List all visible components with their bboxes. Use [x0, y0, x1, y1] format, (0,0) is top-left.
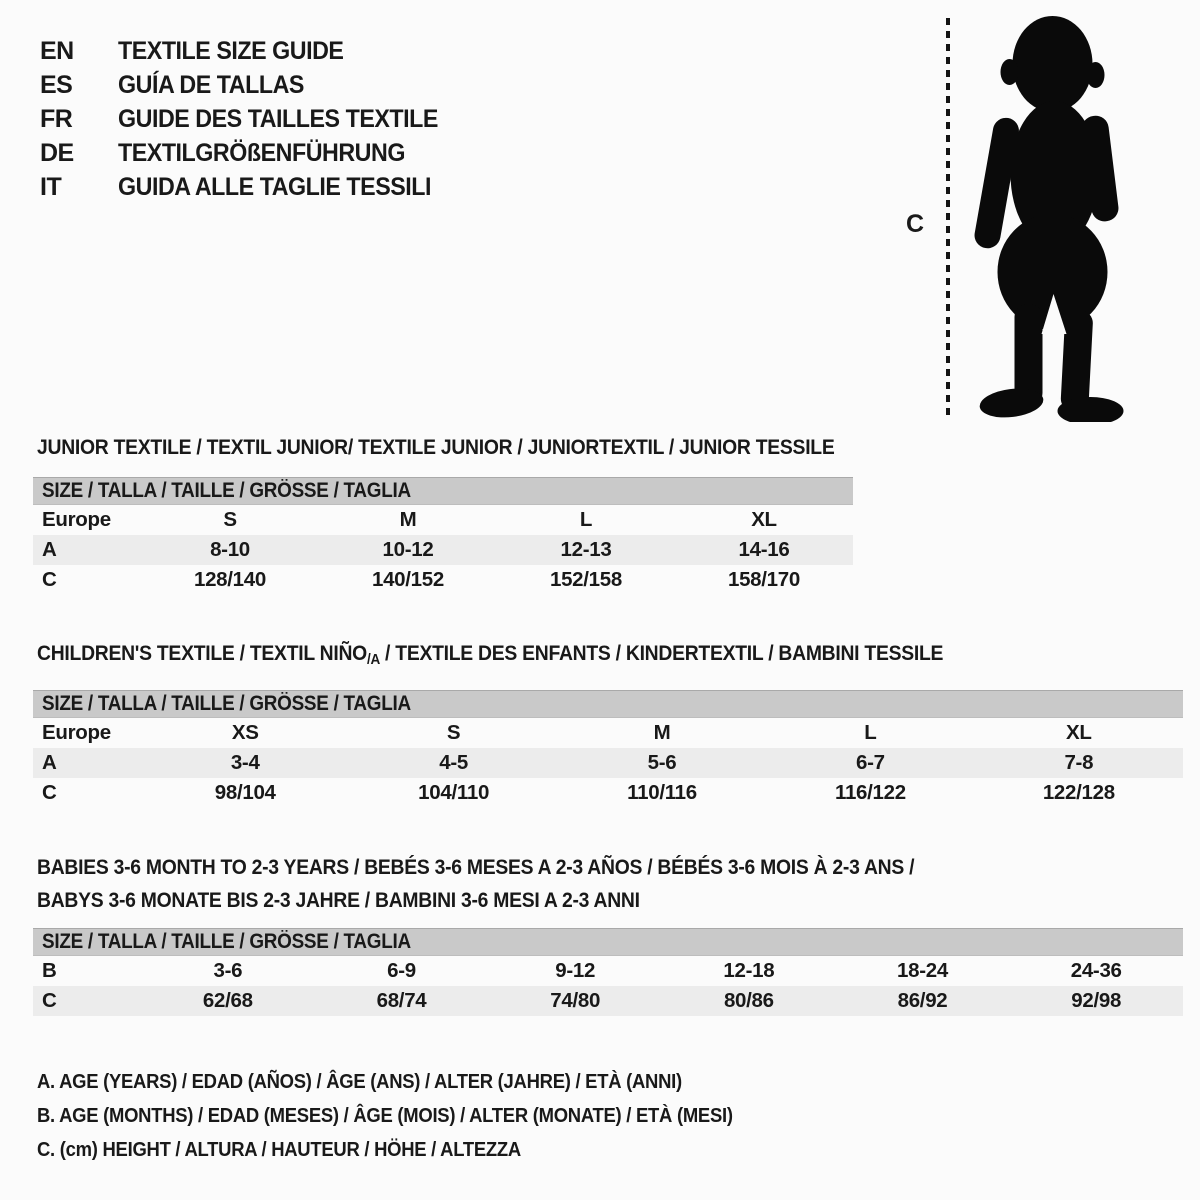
- language-code: IT: [40, 172, 62, 201]
- size-value: XL: [1066, 721, 1092, 744]
- table-row-age-years: [33, 535, 853, 565]
- height-value: 110/116: [627, 781, 697, 804]
- height-value: 140/152: [371, 568, 444, 591]
- children-title-subscript: /A: [366, 651, 380, 668]
- children-section-title: [37, 641, 1044, 666]
- row-label: A: [42, 751, 57, 774]
- age-value: 8-10: [210, 538, 250, 561]
- table-row-europe: [33, 718, 1183, 748]
- height-value: 86/92: [897, 989, 948, 1012]
- babies-size-table: [33, 928, 1183, 1016]
- legend-line-c: [37, 1138, 810, 1172]
- height-dashed-line: [946, 18, 950, 416]
- height-value: 62/68: [202, 989, 253, 1012]
- age-value: 14-16: [738, 538, 790, 561]
- height-measure-label: C: [906, 210, 925, 238]
- age-value: 12-18: [723, 959, 775, 982]
- table-row-age-months: [33, 956, 1183, 986]
- size-value: L: [864, 721, 877, 744]
- age-value: 3-4: [230, 751, 260, 774]
- babies-title-line2: BABYS 3-6 MONATE BIS 2-3 JAHRE / BAMBINI 3-6 MESI A 2-3 ANNI: [37, 888, 640, 912]
- guide-title-fr: GUIDE DES TAILLES TEXTILE: [118, 104, 438, 133]
- size-value: M: [399, 508, 417, 531]
- size-header-bar: [33, 928, 1183, 956]
- size-header-bar: [33, 477, 853, 505]
- row-label: C: [42, 568, 57, 591]
- size-header-bar: [33, 690, 1183, 718]
- age-value: 7-8: [1064, 751, 1094, 774]
- row-label: C: [42, 989, 57, 1012]
- age-value: 10-12: [382, 538, 434, 561]
- age-value: 24-36: [1070, 959, 1122, 982]
- legend-b-text: B. AGE (MONTHS) / EDAD (MESES) / ÂGE (MOIS) / ALTER (MONATE) / ETÀ (MESI): [37, 1104, 733, 1127]
- size-value: M: [653, 721, 671, 744]
- age-value: 12-13: [560, 538, 612, 561]
- table-row-age-years: [33, 748, 1183, 778]
- size-header-text: SIZE / TALLA / TAILLE / GRÖSSE / TAGLIA: [42, 930, 411, 953]
- age-value: 5-6: [647, 751, 677, 774]
- legend-a-text: A. AGE (YEARS) / EDAD (AÑOS) / ÂGE (ANS) / ALTER (JAHRE) / ETÀ (ANNI): [37, 1070, 682, 1093]
- language-code: DE: [40, 138, 74, 167]
- table-row-height-cm: [33, 986, 1183, 1016]
- height-measurement-figure: [898, 12, 1178, 424]
- row-label: C: [42, 781, 57, 804]
- language-row-fr: [40, 102, 462, 136]
- language-code: EN: [40, 36, 74, 65]
- size-value: L: [579, 508, 593, 531]
- babies-title-line1-wrap: [37, 851, 1012, 884]
- height-value: 104/110: [418, 781, 490, 804]
- language-row-es: [40, 68, 462, 102]
- babies-title-line1: BABIES 3-6 MONTH TO 2-3 YEARS / BEBÉS 3-6 MESES A 2-3 AÑOS / BÉBÉS 3-6 MOIS À 2-3 ANS /: [37, 855, 915, 879]
- height-value: 158/170: [727, 568, 800, 591]
- children-size-table: [33, 690, 1183, 808]
- row-label: A: [42, 538, 57, 561]
- age-value: 4-5: [439, 751, 468, 774]
- age-value: 9-12: [555, 959, 596, 982]
- language-row-de: [40, 136, 462, 170]
- size-header-text: SIZE / TALLA / TAILLE / GRÖSSE / TAGLIA: [42, 692, 411, 715]
- legend-line-b: [37, 1104, 810, 1138]
- size-value: XS: [231, 721, 259, 744]
- table-row-height-cm: [33, 778, 1183, 808]
- legend-c-text: C. (cm) HEIGHT / ALTURA / HAUTEUR / HÖHE / ALTEZZA: [37, 1138, 521, 1161]
- junior-section-title-text: JUNIOR TEXTILE / TEXTIL JUNIOR/ TEXTILE JUNIOR / JUNIORTEXTIL / JUNIOR TESSILE: [37, 435, 835, 459]
- row-label: B: [42, 959, 57, 982]
- language-title-list: [40, 34, 462, 204]
- language-code: ES: [40, 70, 73, 99]
- junior-section-title: [37, 435, 923, 460]
- babies-section-title: [37, 851, 1012, 917]
- guide-title-it: GUIDA ALLE TAGLIE TESSILI: [118, 172, 432, 201]
- height-value: 152/158: [549, 568, 622, 591]
- guide-title-en: TEXTILE SIZE GUIDE: [118, 36, 344, 65]
- height-value: 80/86: [723, 989, 774, 1012]
- size-value: XL: [751, 508, 777, 531]
- height-value: 128/140: [193, 568, 266, 591]
- size-value: S: [223, 508, 237, 531]
- age-value: 6-9: [387, 959, 416, 982]
- children-title-prefix: CHILDREN'S TEXTILE / TEXTIL NIÑO: [37, 641, 367, 665]
- children-title-suffix: / TEXTILE DES ENFANTS / KINDERTEXTIL / BAMBINI TESSILE: [379, 641, 944, 665]
- row-label: Europe: [42, 508, 111, 531]
- age-value: 3-6: [213, 959, 243, 982]
- language-row-en: [40, 34, 462, 68]
- height-value: 74/80: [550, 989, 601, 1012]
- height-value: 116/122: [834, 781, 906, 804]
- children-section-title-text: [37, 641, 943, 666]
- guide-title-es: GUÍA DE TALLAS: [118, 70, 304, 99]
- size-value: S: [446, 721, 461, 744]
- height-value: 122/128: [1042, 781, 1115, 804]
- legend-line-a: [37, 1070, 810, 1104]
- height-value: 98/104: [214, 781, 276, 804]
- toddler-silhouette-icon: [962, 12, 1142, 422]
- language-code: FR: [40, 104, 73, 133]
- row-label: Europe: [42, 721, 111, 744]
- language-row-it: [40, 170, 462, 204]
- size-header-text: SIZE / TALLA / TAILLE / GRÖSSE / TAGLIA: [42, 479, 411, 502]
- measurement-legend: [37, 1070, 810, 1172]
- table-row-europe: [33, 505, 853, 535]
- babies-title-line2-wrap: [37, 884, 1012, 917]
- junior-size-table: [33, 477, 853, 595]
- guide-title-de: TEXTILGRÖßENFÜHRUNG: [118, 138, 405, 167]
- table-row-height-cm: [33, 565, 853, 595]
- age-value: 18-24: [897, 959, 948, 982]
- age-value: 6-7: [856, 751, 885, 774]
- height-value: 68/74: [376, 989, 427, 1012]
- height-value: 92/98: [1071, 989, 1122, 1012]
